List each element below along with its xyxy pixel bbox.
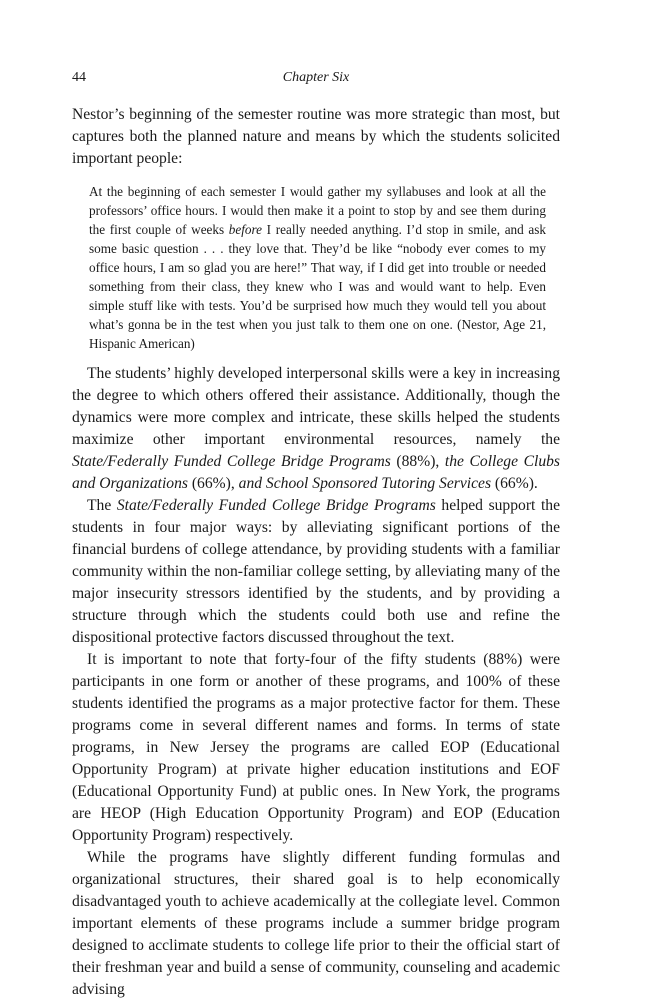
running-head: Chapter Six	[282, 70, 350, 85]
p3-italic-bridge-programs: State/Federally Funded College Bridge Programs	[116, 497, 436, 514]
block-quote	[89, 182, 546, 353]
p3-text-c: helped support the students in four major ways: by alleviating significant portions of the financial burdens of college attendance, by providing students with a familiar community within the non-familiar college setting, by alleviating many of the major insecurity stressors identified by the students, and by providing a structure through which the students could both use and refine the dispositional protective factors discussed throughout the text.	[72, 497, 561, 646]
paragraph-intro: Nestor’s beginning of the semester routine was more strategic than most, but captures both the planned nature and means by which the students solicited important people:	[72, 106, 560, 167]
p2-text-a: The students’ highly developed interpersonal skills were a key in increasing the degree to which others offered their assistance. Additionally, though the dynamics were more complex and intricate, these skills helped the students maximize other important environmental resources, namely the	[72, 365, 560, 448]
page-header	[72, 70, 560, 88]
paragraph-bridge-programs	[72, 495, 560, 649]
p3-text-a: The	[87, 497, 117, 514]
quote-text	[89, 182, 546, 353]
quote-text-part-a: At the beginning of each semester I would gather my syllabuses and look at all the professors’ office hours. I would then make it a point to stop by and see them during the first couple of weeks	[89, 184, 546, 237]
paragraph-interpersonal-skills	[72, 363, 560, 495]
p2-italic-bridge-programs: State/Federally Funded College Bridge Programs	[72, 453, 391, 470]
p2-text-c: (88%),	[390, 453, 445, 470]
quote-emphasis: before	[228, 222, 262, 237]
page-number: 44	[72, 70, 86, 85]
body-text	[72, 104, 560, 1001]
paragraph-participation: It is important to note that forty-four of the fifty students (88%) were participants in one form or another of these programs, and 100% of these students identified the programs as a major protective factor for them. These programs come in several different names and forms. In terms of state programs, in New Jersey the programs are called EOP (Educational Opportunity Program) at private higher education institutions and EOF (Educational Opportunity Fund) at public ones. In New York, the programs are HEOP (High Education Opportunity Program) and EOP (Education Opportunity Program) respectively.	[72, 651, 560, 844]
paragraph-program-goals: While the programs have slightly different funding formulas and organizational structures, their shared goal is to help economically disadvantaged youth to achieve academically at the collegiate level. Common important elements of these programs include a summer bridge program designed to acclimate students to college life prior to their the official start of their freshman year and build a sense of community, counseling and academic advising	[72, 849, 560, 998]
p2-text-e: (66%),	[187, 475, 239, 492]
p2-text-g: (66%).	[491, 475, 538, 492]
p2-italic-tutoring: and School Sponsored Tutoring Services	[238, 475, 492, 492]
p2-italic-clubs: the College Clubs and Organizations	[72, 453, 561, 492]
quote-text-part-c: I really needed anything. I’d stop in smile, and ask some basic question . . . they love that. They’d be like “nobody ever comes to my office hours, I am so glad you are here!” That way, if I did get into trouble or needed something from their class, they knew who I was and would want to help. Even simple stuff like with tests. You’d be surprised how much they would tell you about what’s gonna be in the test when you just talk to them one on one. (Nestor, Age 21, Hispanic American)	[89, 222, 546, 351]
